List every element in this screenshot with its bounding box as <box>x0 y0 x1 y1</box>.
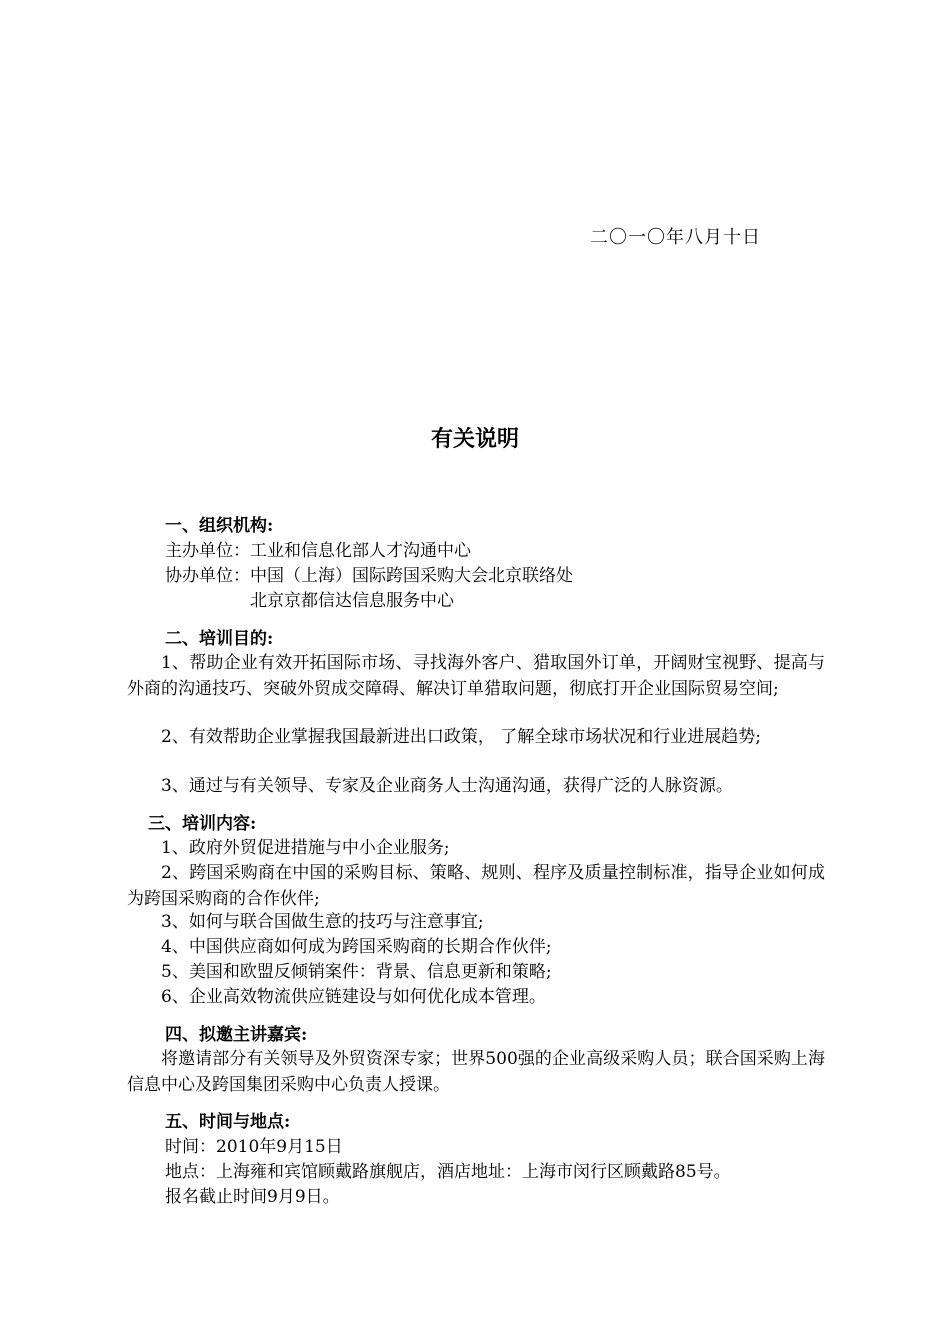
event-place: 地点：上海雍和宾馆顾戴路旗舰店，酒店地址：上海市闵行区顾戴路85号。 <box>165 1162 731 1182</box>
host-organizer: 主办单位：工业和信息化部人才沟通中心 <box>165 541 471 561</box>
content-item: 5、美国和欧盟反倾销案件：背景、信息更新和策略; <box>161 962 552 982</box>
section-heading-speakers: 四、拟邀主讲嘉宾: <box>165 1025 308 1045</box>
section-heading-organization: 一、组织机构: <box>165 516 274 536</box>
co-organizer-2: 北京京都信达信息服务中心 <box>250 591 454 611</box>
content-item: 2、跨国采购商在中国的采购目标、策略、规则、程序及质量控制标准，指导企业如何成为跨国采购商的合作伙伴; <box>127 863 825 909</box>
content-item: 4、中国供应商如何成为跨国采购商的长期合作伙伴; <box>161 937 552 957</box>
section-heading-purpose: 二、培训目的: <box>165 629 274 649</box>
content-item: 3、如何与联合国做生意的技巧与注意事宜; <box>161 912 484 932</box>
co-organizer-1: 协办单位：中国（上海）国际跨国采购大会北京联络处 <box>165 566 573 586</box>
registration-deadline: 报名截止时间9月9日。 <box>165 1187 340 1207</box>
content-item: 1、政府外贸促进措施与中小企业服务; <box>161 838 450 858</box>
document-date: 二〇一〇年八月十日 <box>590 227 761 248</box>
event-time: 时间：2010年9月15日 <box>165 1137 343 1157</box>
page-title: 有关说明 <box>430 427 519 452</box>
content-item: 6、企业高效物流供应链建设与如何优化成本管理。 <box>161 987 546 1007</box>
section-heading-time-place: 五、时间与地点: <box>165 1112 291 1132</box>
speakers-description: 将邀请部分有关领导及外贸资深专家；世界500强的企业高级采购人员；联合国采购上海信息中心及跨国集团采购中心负责人授课。 <box>127 1049 825 1095</box>
purpose-item: 1、帮助企业有效开拓国际市场、寻找海外客户、猎取国外订单，开阔财宝视野、提高与外商的沟通技巧、突破外贸成交障碍、解决订单猎取问题，彻底打开企业国际贸易空间; <box>127 653 825 699</box>
purpose-item: 2、有效帮助企业掌握我国最新进出口政策， 了解全球市场状况和行业进展趋势; <box>161 727 761 747</box>
section-heading-content: 三、培训内容: <box>148 814 257 834</box>
purpose-item: 3、通过与有关领导、专家及企业商务人士沟通沟通，获得广泛的人脉资源。 <box>161 776 733 796</box>
